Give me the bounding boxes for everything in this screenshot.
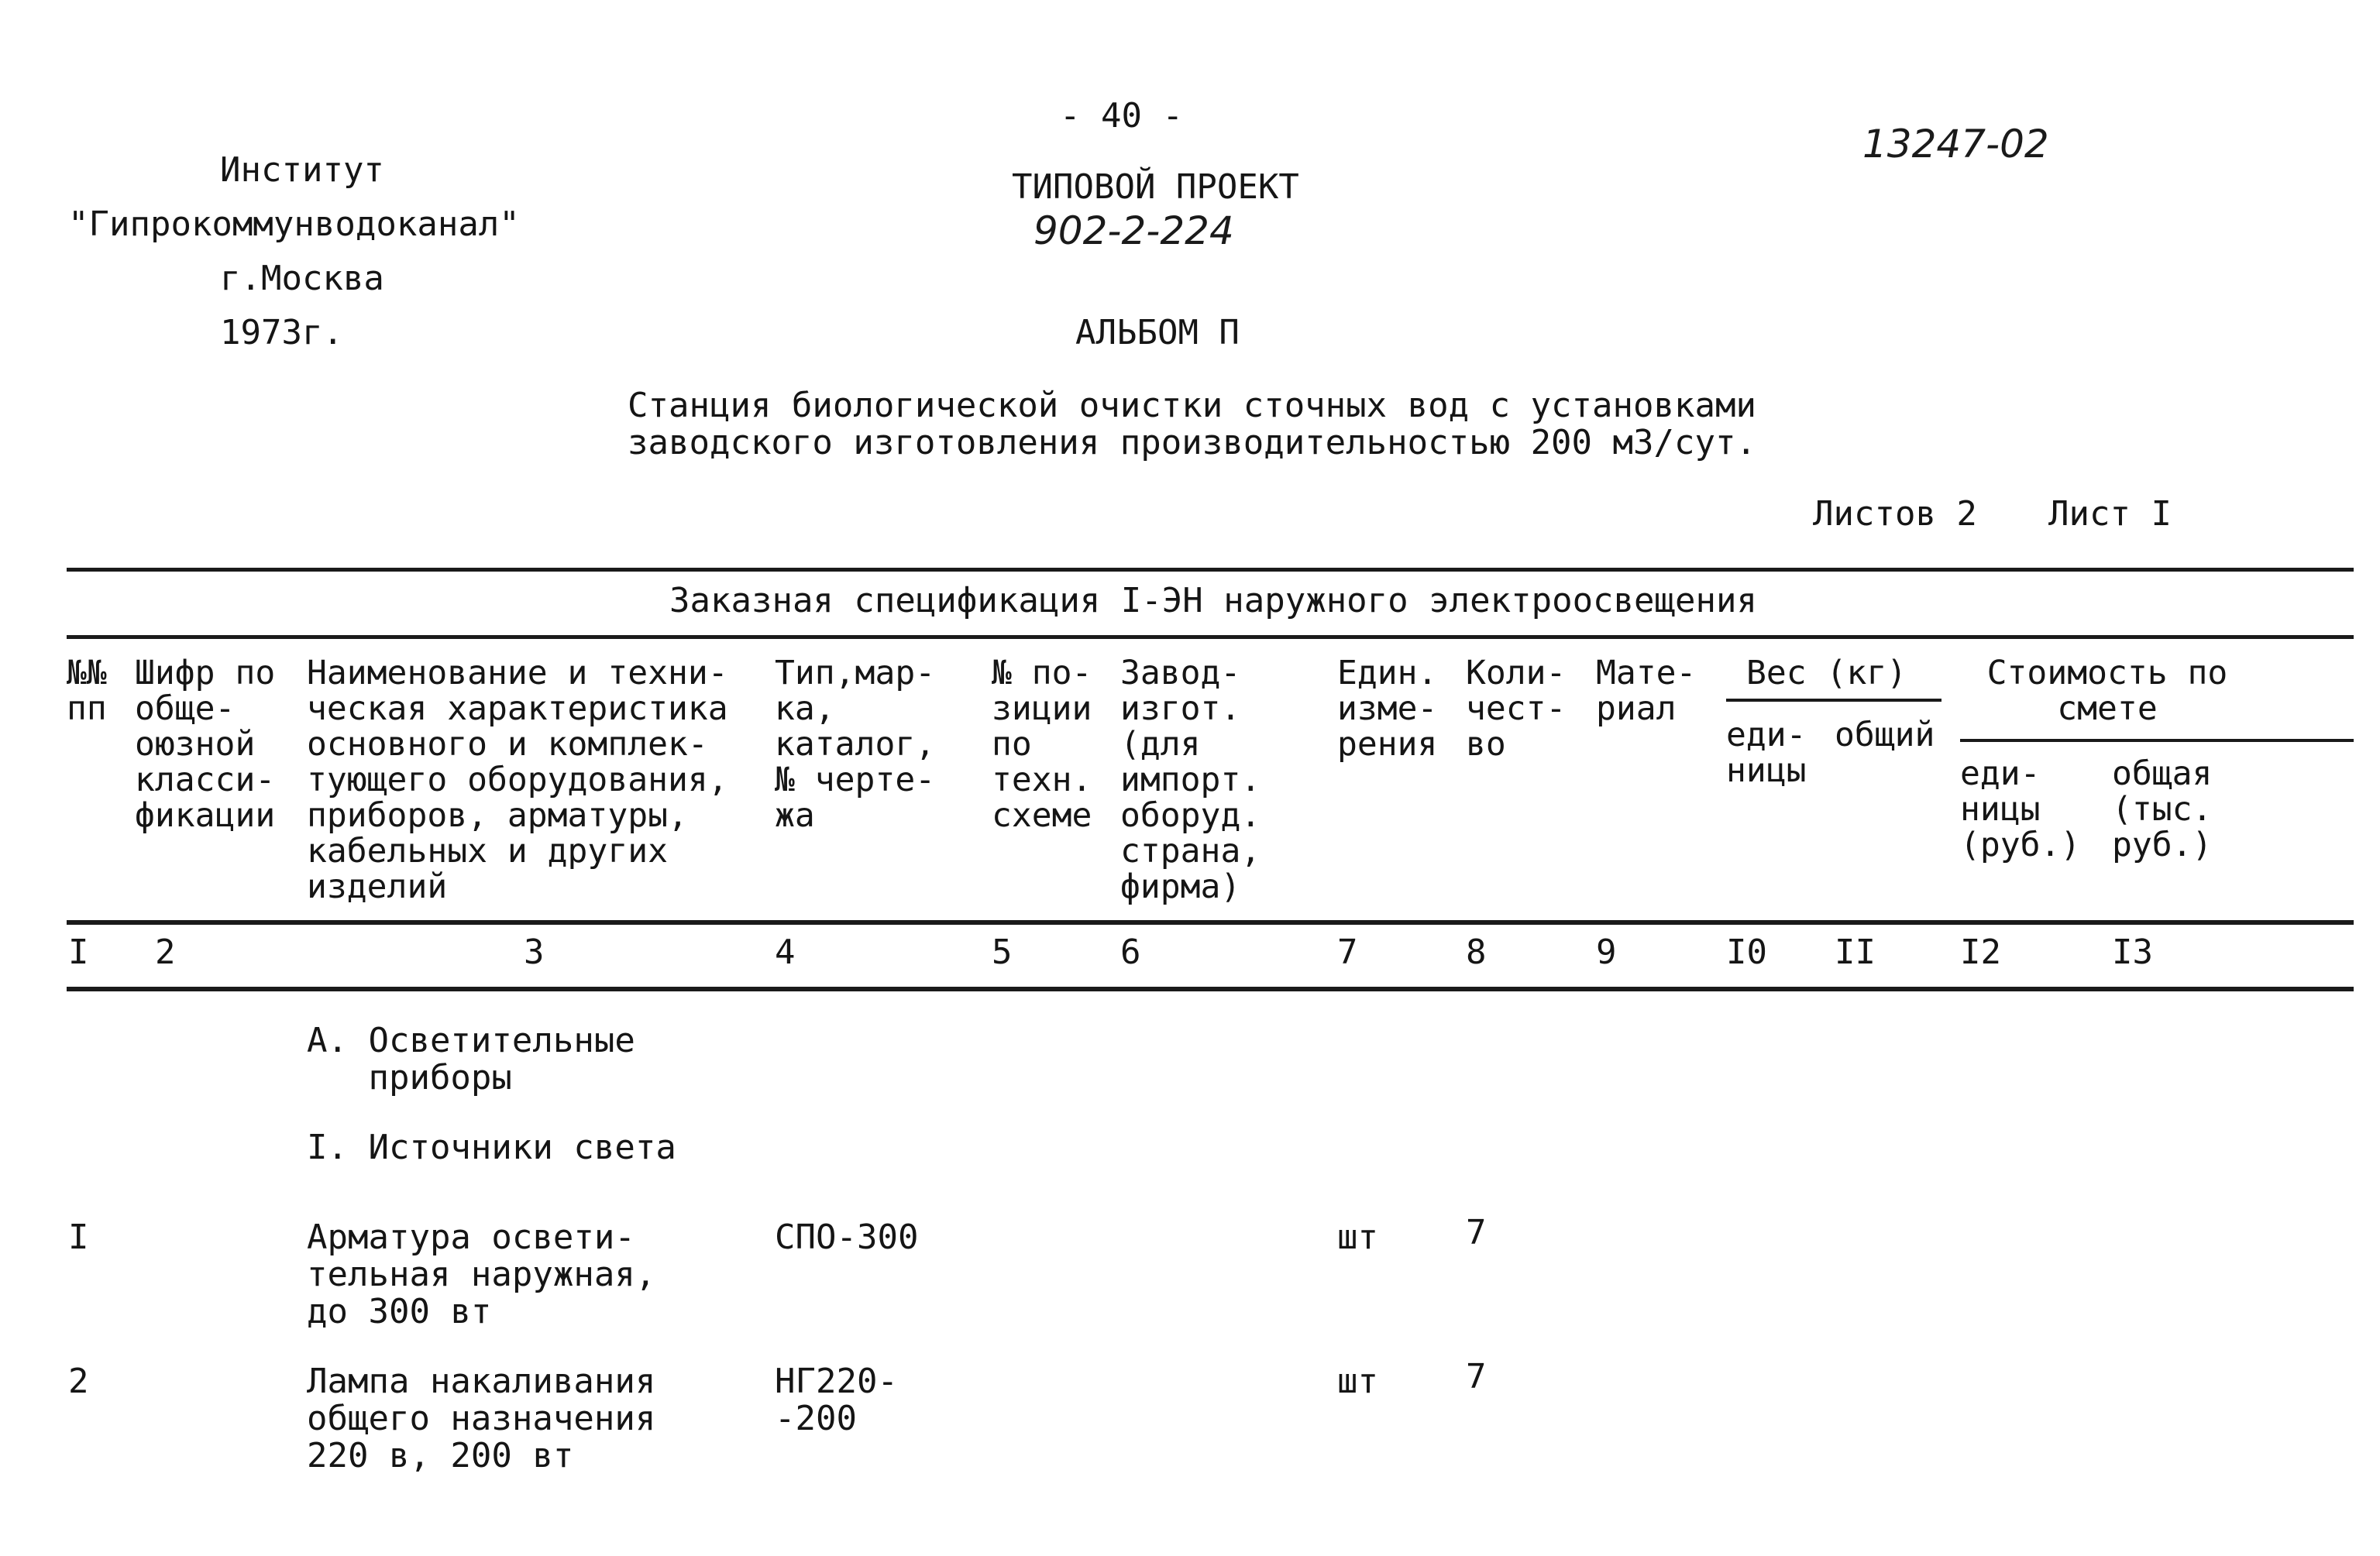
project-number: 902-2-224 [1034,208,1234,253]
table-row-1-unit: шт [1337,1218,1378,1257]
table-row-1-qty: 7 [1466,1213,1487,1252]
col-header-1: №№ пп [67,654,107,728]
col-header-7: Един. изме- рения [1337,654,1438,764]
weight-group-title: Вес (кг) [1746,654,1907,692]
cost-group-rule [1960,739,2354,742]
col-header-5: № по- зиции по техн. схеме [992,654,1092,835]
col-number-2: 2 [155,933,176,972]
table-top-rule [67,568,2354,572]
description-line-1: Станция биологической очистки сточных вод с установками [628,386,1756,425]
weight-unit-header: еди- ницы [1726,716,1807,790]
section-light-sources: I. Источники света [307,1128,676,1167]
col-number-5: 5 [992,933,1013,972]
col-header-4: Тип,мар- ка, каталог, № черте- жа [775,654,936,835]
col-number-11: II [1835,933,1876,972]
institute-name: Институт [220,150,384,190]
institute-city: г.Москва [220,259,384,298]
col-number-9: 9 [1596,933,1617,972]
table-row-1-num: I [68,1218,89,1257]
weight-group-rule [1726,699,1941,702]
col-header-2: Шифр по обще- оюзной класси- фикации [135,654,276,835]
numbers-bottom-rule [67,987,2354,991]
cost-group-title: Стоимость по смете [1986,654,2228,728]
stamp-number: 13247-02 [1862,122,2049,167]
col-number-13: I3 [2112,933,2153,972]
section-lighting-devices: А. Осветительные приборы [307,1021,635,1097]
table-title: Заказная спецификация I-ЭН наружного электроосвещения [669,581,1757,620]
project-label: ТИПОВОЙ ПРОЕКТ [1012,167,1299,207]
cost-unit-header: еди- ницы (руб.) [1960,754,2081,864]
col-header-3: Наименование и техни- ческая характеристика основного и комплек- тующего оборудования, приборов, арматуры, кабельных и других изделий [307,654,728,906]
table-row-2-qty: 7 [1466,1357,1487,1396]
col-number-10: I0 [1726,933,1767,972]
header-bottom-rule [67,920,2354,925]
table-row-2-name: Лампа накаливания общего назначения 220 в, 200 вт [307,1362,656,1475]
weight-total-header: общий [1835,716,1935,754]
table-title-rule [67,635,2354,639]
col-number-12: I2 [1960,933,2001,972]
col-number-7: 7 [1337,933,1358,972]
col-header-8: Коли- чест- во [1466,654,1567,764]
col-number-1: I [68,933,89,972]
table-row-2-unit: шт [1337,1362,1378,1401]
col-number-6: 6 [1120,933,1141,972]
col-number-8: 8 [1466,933,1487,972]
col-header-9: Мате- риал [1596,654,1697,728]
sheets-total: Листов 2 [1813,494,1977,534]
institute-org: "Гипрокоммунводоканал" [68,204,520,244]
table-row-1-name: Арматура освети- тельная наружная, до 300 вт [307,1218,656,1331]
table-row-2-type: НГ220- -200 [775,1362,898,1438]
cost-total-header: общая (тыс. руб.) [2112,754,2213,864]
institute-year: 1973г. [220,313,343,352]
page-number: - 40 - [1060,96,1183,136]
table-row-1-type: СПО-300 [775,1218,919,1257]
description-line-2: заводского изготовления производительностью 200 м3/сут. [628,423,1756,462]
table-row-2-num: 2 [68,1362,89,1401]
col-number-3: 3 [524,933,545,972]
sheet-current: Лист I [2048,494,2172,534]
col-header-6: Завод- изгот. (для импорт. оборуд. страна, фирма) [1120,654,1261,906]
album-label: АЛЬБОМ П [1075,313,1240,352]
col-number-4: 4 [775,933,796,972]
